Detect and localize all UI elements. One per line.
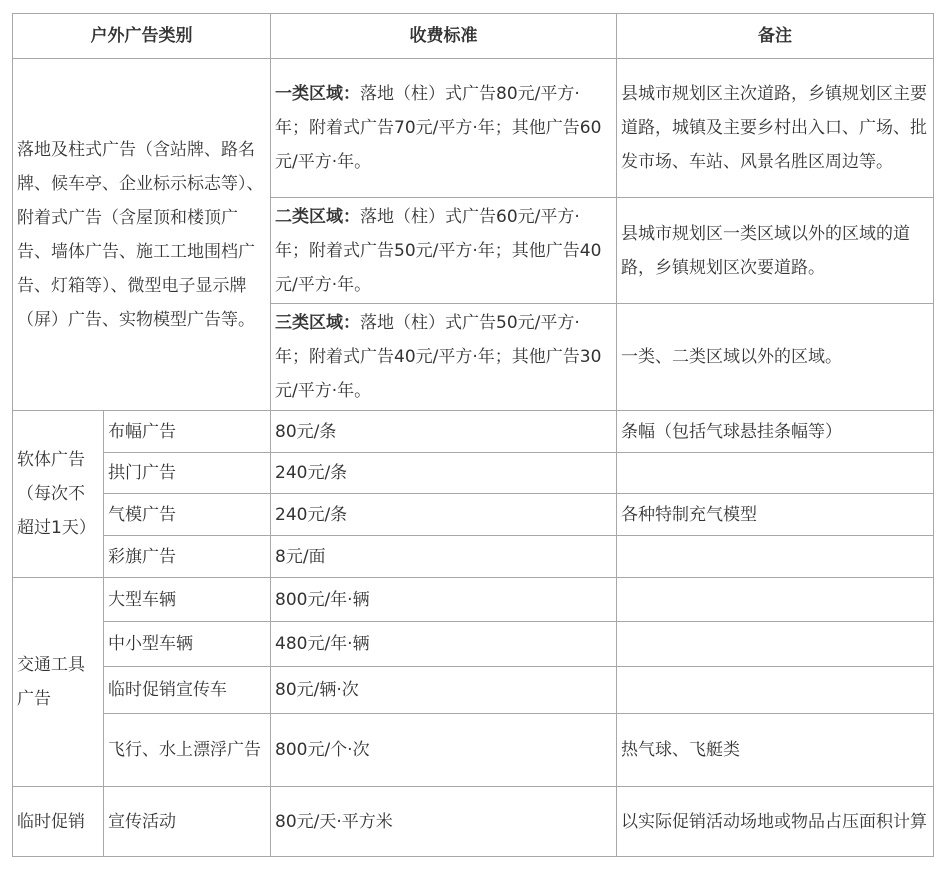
soft-note-2 [617, 453, 934, 494]
zone-2-fee [271, 198, 617, 304]
transport-fee-4: 800元/个·次 [271, 714, 617, 787]
zone-3-fee [271, 304, 617, 411]
soft-fee-2: 240元/条 [271, 453, 617, 494]
transport-note-2 [617, 622, 934, 667]
header-row [13, 14, 934, 59]
zone-3-note: 一类、二类区域以外的区域。 [617, 304, 934, 411]
soft-fee-4: 8元/面 [271, 536, 617, 578]
table-row [13, 494, 934, 536]
zone-1-fee [271, 59, 617, 198]
table-row [13, 536, 934, 578]
zone-2-label: 二类区域： [275, 206, 360, 227]
transport-item-4: 飞行、水上漂浮广告 [104, 714, 271, 787]
promo-item: 宣传活动 [104, 787, 271, 857]
soft-item-3: 气模广告 [104, 494, 271, 536]
zone-2-fee-text: 落地（柱）式广告60元/平方·年；附着式广告50元/平方·年；其他广告40元/平方·年。 [275, 206, 602, 295]
zone-3-label: 三类区域： [275, 313, 360, 333]
transport-note-3 [617, 667, 934, 714]
table-row [13, 59, 934, 198]
transport-category: 交通工具广告 [13, 578, 104, 787]
transport-note-4: 热气球、飞艇类 [617, 714, 934, 787]
soft-item-2: 拱门广告 [104, 453, 271, 494]
table-row [13, 578, 934, 622]
header-category: 户外广告类别 [13, 14, 271, 59]
table-row [13, 411, 934, 453]
promo-category: 临时促销 [13, 787, 104, 857]
zone-2-note: 县城市规划区一类区域以外的区域的道路，乡镇规划区次要道路。 [617, 198, 934, 304]
soft-fee-1: 80元/条 [271, 411, 617, 453]
soft-note-4 [617, 536, 934, 578]
advertising-fee-table [12, 13, 934, 857]
transport-item-1: 大型车辆 [104, 578, 271, 622]
table-row [13, 787, 934, 857]
transport-fee-3: 80元/辆·次 [271, 667, 617, 714]
zone-3-fee-text: 落地（柱）式广告50元/平方·年；附着式广告40元/平方·年；其他广告30元/平方·年。 [275, 313, 602, 401]
soft-fee-3: 240元/条 [271, 494, 617, 536]
table-row [13, 714, 934, 787]
promo-note: 以实际促销活动场地或物品占压面积计算 [617, 787, 934, 857]
header-fee: 收费标准 [271, 14, 617, 59]
fixed-category: 落地及柱式广告（含站牌、路名牌、候车亭、企业标示标志等）、附着式广告（含屋顶和楼顶广告、墙体广告、施工工地围档广告、灯箱等）、微型电子显示牌（屏）广告、实物模型广告等。 [13, 59, 271, 411]
soft-item-4: 彩旗广告 [104, 536, 271, 578]
soft-category: 软体广告（每次不超过1天） [13, 411, 104, 578]
soft-item-1: 布幅广告 [104, 411, 271, 453]
table-row [13, 453, 934, 494]
table-row [13, 667, 934, 714]
promo-fee: 80元/天·平方米 [271, 787, 617, 857]
transport-note-1 [617, 578, 934, 622]
header-note: 备注 [617, 14, 934, 59]
transport-fee-2: 480元/年·辆 [271, 622, 617, 667]
zone-1-fee-text: 落地（柱）式广告80元/平方·年；附着式广告70元/平方·年；其他广告60元/平方·年。 [275, 84, 602, 172]
soft-note-1: 条幅（包括气球悬挂条幅等） [617, 411, 934, 453]
table-row [13, 622, 934, 667]
transport-item-3: 临时促销宣传车 [104, 667, 271, 714]
zone-1-note: 县城市规划区主次道路，乡镇规划区主要道路，城镇及主要乡村出入口、广场、批发市场、车站、风景名胜区周边等。 [617, 59, 934, 198]
transport-fee-1: 800元/年·辆 [271, 578, 617, 622]
transport-item-2: 中小型车辆 [104, 622, 271, 667]
zone-1-label: 一类区域： [275, 84, 360, 104]
soft-note-3: 各种特制充气模型 [617, 494, 934, 536]
